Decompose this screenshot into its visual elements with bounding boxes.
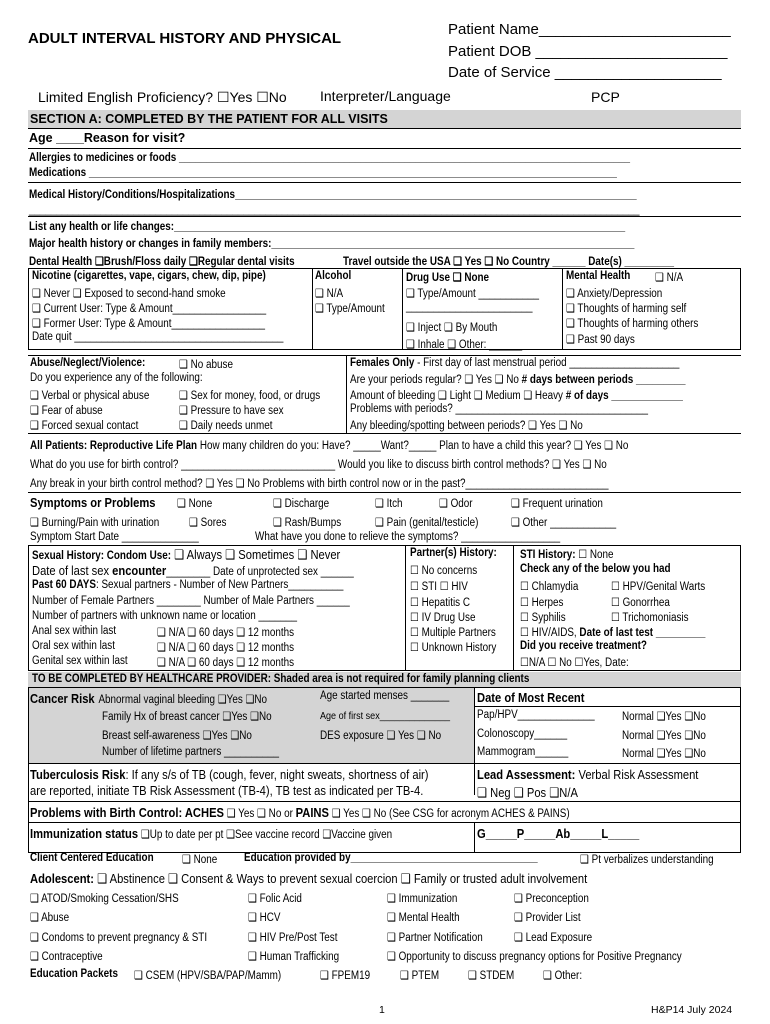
packet-option[interactable]: ❑ FPEM19 — [320, 970, 371, 982]
sti-option[interactable]: ☐ Chlamydia — [520, 581, 579, 593]
hiv-last-test-field[interactable]: ☐ HIV/AIDS, Date of last test _________ — [520, 627, 706, 639]
divider — [28, 182, 741, 183]
abuse-title: Abuse/Neglect/Violence: — [30, 357, 146, 369]
tb-risk-line2: are reported, initiate TB Risk Assessment (TB-4), TB test as indicated per TB-4. — [30, 783, 424, 798]
abuse-option[interactable]: ❑ Daily needs unmet — [179, 420, 273, 432]
edu-option[interactable]: ❑ ATOD/Smoking Cessation/SHS — [30, 893, 179, 905]
partner-option[interactable]: ☐ IV Drug Use — [410, 612, 476, 624]
females-regular-field[interactable]: Are your periods regular? ❑ Yes ❑ No # days between periods _________ — [350, 374, 686, 386]
no-abuse-checkbox[interactable]: ❑ No abuse — [179, 359, 233, 371]
edu-option[interactable]: ❑ Human Trafficking — [248, 951, 340, 963]
mental-na-checkbox[interactable]: ❑ N/A — [655, 272, 684, 284]
pcp-field[interactable]: PCP — [591, 89, 620, 105]
drug-option[interactable]: ❑ Inhale ❑ Other: ______ — [406, 339, 523, 351]
edu-option[interactable]: ❑ Immunization — [387, 893, 458, 905]
alcohol-option[interactable]: ❑ Type/Amount — [315, 303, 385, 315]
lep-question[interactable]: Limited English Proficiency? ☐Yes ☐No — [38, 89, 287, 105]
medical-history-field[interactable]: Medical History/Conditions/Hospitalizations_________________________________________________________________________ — [29, 189, 637, 201]
dental-health[interactable]: Dental Health ❑Brush/Floss daily ❑Regular dental visits — [29, 256, 295, 268]
age-reason-field[interactable]: Age ____Reason for visit? — [29, 131, 186, 145]
sti-option[interactable]: ☐ Syphilis — [520, 612, 566, 624]
patient-name-field[interactable]: Patient Name_______________________ — [448, 21, 731, 38]
nicotine-option[interactable]: ❑ Former User: Type & Amount_________________ — [32, 318, 266, 330]
nicotine-option[interactable]: ❑ Current User: Type & Amount_________________ — [32, 303, 267, 315]
lifetime-partners-field[interactable]: Number of lifetime partners __________ — [102, 746, 280, 758]
genital-sex-options[interactable]: ❑ N/A ❑ 60 days ❑ 12 months — [157, 657, 295, 669]
mental-option[interactable]: ❑ Anxiety/Depression — [566, 288, 663, 300]
mental-option[interactable]: ❑ Thoughts of harming self — [566, 303, 687, 315]
immunization-field[interactable]: Immunization status ❑Up to date per pt ❑See vaccine record ❑Vaccine given — [30, 826, 393, 841]
mental-option[interactable]: ❑ Thoughts of harming others — [566, 318, 699, 330]
drug-use-title[interactable]: Drug Use ❑ None — [406, 272, 490, 284]
packet-option[interactable]: ❑ Other: — [543, 970, 583, 982]
abuse-option[interactable]: ❑ Pressure to have sex — [179, 405, 284, 417]
sti-option[interactable]: ☐ HPV/Genital Warts — [611, 581, 706, 593]
divider — [28, 763, 741, 764]
provider-heading: TO BE COMPLETED BY HEALTHCARE PROVIDER: Shaded area is not required for family planning clients — [32, 673, 530, 685]
abuse-question: Do you experience any of the following: — [30, 372, 203, 384]
partner-history-title: Partner(s) History: — [410, 547, 497, 559]
cancer-option[interactable]: Family Hx of breast cancer ❑Yes ❑No — [102, 711, 272, 723]
edu-option[interactable]: ❑ Mental Health — [387, 912, 460, 924]
edu-option[interactable]: ❑ Folic Acid — [248, 893, 302, 905]
patient-dob-field[interactable]: Patient DOB _______________________ — [448, 43, 728, 60]
symptom-option[interactable]: ❑ Rash/Bumps — [273, 517, 342, 529]
edu-option[interactable]: ❑ Lead Exposure — [514, 932, 593, 944]
divider — [28, 822, 741, 823]
symptom-option[interactable]: ❑ Pain (genital/testicle) — [375, 517, 479, 529]
colonoscopy-field[interactable]: Colonoscopy______ — [477, 728, 568, 740]
sti-option[interactable]: ☐ Gonorrhea — [611, 597, 670, 609]
mental-option[interactable]: ❑ Past 90 days — [566, 334, 635, 346]
divider — [562, 268, 563, 350]
birth-control-field[interactable]: What do you use for birth control? ____________________________ Would you like to discuss birth control methods? ❑ Yes ❑ No — [30, 459, 607, 471]
education-packets-title: Education Packets — [30, 968, 118, 980]
immunization-codes-field[interactable]: G_____P_____Ab_____L_____ — [477, 826, 640, 841]
partner-option[interactable]: ☐ Hepatitis C — [410, 597, 470, 609]
divider — [474, 706, 741, 707]
medications-field[interactable]: Medications ________________________________________________________________________________________________ — [29, 167, 617, 179]
treatment-options[interactable]: ☐N/A ☐ No ☐Yes, Date: — [520, 657, 629, 669]
edu-option[interactable]: ❑ Provider List — [514, 912, 581, 924]
partner-counts-field[interactable]: Number of Female Partners ________ Number of Male Partners ______ — [32, 595, 350, 607]
recent-screenings-title: Date of Most Recent — [477, 690, 585, 705]
partner-option[interactable]: ☐ STI ☐ HIV — [410, 581, 468, 593]
abuse-option[interactable]: ❑ Sex for money, food, or drugs — [179, 390, 321, 402]
mammogram-field[interactable]: Mammogram______ — [477, 746, 569, 758]
divider — [28, 492, 741, 493]
sti-check-label: Check any of the below you had — [520, 563, 671, 575]
symptom-option[interactable]: ❑ Burning/Pain with urination — [30, 517, 160, 529]
females-spotting-field[interactable]: Any bleeding/spotting between periods? ❑ Yes ❑ No — [350, 420, 583, 432]
symptom-relief-field[interactable]: What have you done to relieve the symptoms? __________________ — [255, 531, 561, 543]
divider — [513, 545, 514, 671]
reproductive-plan-field[interactable]: All Patients: Reproductive Life Plan How many children do you: Have? _____Want?_____ Plan to have a child this year? ❑ Yes ❑ No — [30, 440, 629, 452]
divider — [312, 268, 313, 350]
partner-option[interactable]: ☐ Multiple Partners — [410, 627, 496, 639]
mental-health-title: Mental Health — [566, 270, 631, 282]
genital-sex-label: Genital sex within last — [32, 655, 128, 667]
date-of-service-field[interactable]: Date of Service ____________________ — [448, 64, 722, 81]
packet-option[interactable]: ❑ STDEM — [468, 970, 515, 982]
pap-hpv-field[interactable]: Pap/HPV______________ — [477, 709, 595, 721]
edu-option[interactable]: ❑ HCV — [248, 912, 281, 924]
alcohol-title: Alcohol — [315, 270, 352, 282]
cancer-option[interactable]: Breast self-awareness ❑Yes ❑No — [102, 730, 252, 742]
anal-sex-label: Anal sex within last — [32, 625, 117, 637]
abuse-option[interactable]: ❑ Fear of abuse — [30, 405, 103, 417]
anal-sex-options[interactable]: ❑ N/A ❑ 60 days ❑ 12 months — [157, 627, 295, 639]
nicotine-option[interactable]: ❑ Never ❑ Exposed to second-hand smoke — [32, 288, 226, 300]
sti-option[interactable]: ☐ Herpes — [520, 597, 564, 609]
edu-option[interactable]: ❑ Condoms to prevent pregnancy & STI — [30, 932, 208, 944]
form-title: ADULT INTERVAL HISTORY AND PHYSICAL — [28, 30, 342, 47]
divider — [474, 822, 475, 853]
new-partners-field[interactable]: Past 60 DAYS: Sexual partners - Number of New Partners__________ — [32, 579, 344, 591]
alcohol-option[interactable]: ❑ N/A — [315, 288, 344, 300]
family-history-field[interactable]: Major health history or changes in family members:__________________________________________________________________ — [29, 238, 635, 250]
divider — [405, 545, 406, 671]
edu-option[interactable]: ❑ Abuse — [30, 912, 70, 924]
unknown-partners-field[interactable]: Number of partners with unknown name or location _______ — [32, 610, 297, 622]
page-number: 1 — [379, 1004, 385, 1016]
symptom-option[interactable]: ❑ Sores — [189, 517, 227, 529]
education-none-checkbox[interactable]: ❑ None — [182, 854, 218, 866]
divider — [402, 268, 403, 350]
last-sex-encounter-field[interactable]: Date of last sex encounter________ Date of unprotected sex ______ — [32, 563, 354, 578]
partner-option[interactable]: ☐ No concerns — [410, 565, 478, 577]
females-lmp-field[interactable]: Females Only - First day of last menstrual period ____________________ — [350, 357, 680, 369]
sti-option[interactable]: ☐ Trichomoniasis — [611, 612, 689, 624]
condom-use-field[interactable]: Sexual History: Condom Use: ❑ Always ❑ Sometimes ❑ Never — [32, 547, 341, 562]
divider — [28, 148, 741, 149]
des-exposure-field[interactable]: DES exposure ❑ Yes ❑ No — [320, 730, 442, 742]
lead-options[interactable]: ❑ Neg ❑ Pos ❑N/A — [477, 785, 578, 800]
verbalizes-checkbox[interactable]: ❑ Pt verbalizes understanding — [580, 854, 714, 866]
edu-option[interactable]: ❑ Partner Notification — [387, 932, 483, 944]
cancer-risk-field[interactable]: Cancer Risk Abnormal vaginal bleeding ❑Yes ❑No — [30, 691, 268, 706]
edu-option[interactable]: ❑ Contraceptive — [30, 951, 103, 963]
tb-risk-line1: Tuberculosis Risk: If any s/s of TB (cough, fever, night sweats, shortness of air) — [30, 767, 429, 782]
lead-assessment-title: Lead Assessment: Verbal Risk Assessment — [477, 767, 699, 782]
health-changes-field[interactable]: List any health or life changes:__________________________________________________________________________________ — [29, 221, 626, 233]
symptom-option[interactable]: ❑ Frequent urination — [511, 498, 603, 510]
colonoscopy-normal-options[interactable]: Normal ❑Yes ❑No — [622, 730, 706, 742]
divider — [28, 801, 741, 802]
nicotine-date-quit[interactable]: Date quit ______________________________________ — [32, 331, 284, 343]
symptom-start-date-field[interactable]: Symptom Start Date ______________ — [30, 531, 199, 543]
divider — [28, 216, 741, 217]
symptom-option[interactable]: ❑ Discharge — [273, 498, 330, 510]
pap-normal-options[interactable]: Normal ❑Yes ❑No — [622, 711, 706, 723]
interpreter-language-field[interactable]: Interpreter/Language — [320, 88, 451, 104]
edu-option[interactable]: ❑ HIV Pre/Post Test — [248, 932, 338, 944]
partner-option[interactable]: ☐ Unknown History — [410, 642, 497, 654]
abuse-option[interactable]: ❑ Forced sexual contact — [30, 420, 139, 432]
drug-line[interactable]: _______________________ — [406, 301, 533, 313]
adolescent-field[interactable]: Adolescent: ❑ Abstinence ❑ Consent & Ways to prevent sexual coercion ❑ Family or trusted adult involvement — [30, 871, 588, 886]
symptoms-title: Symptoms or Problems — [30, 495, 156, 510]
travel-field[interactable]: Travel outside the USA ❑ Yes ❑ No Country ______ Date(s) _________ — [343, 256, 675, 268]
menses-field[interactable]: Age started menses _______ — [320, 690, 450, 702]
oral-sex-options[interactable]: ❑ N/A ❑ 60 days ❑ 12 months — [157, 642, 295, 654]
divider — [28, 128, 741, 129]
aches-pains-field[interactable]: Problems with Birth Control: ACHES ❑ Yes ❑ No or PAINS ❑ Yes ❑ No (See CSG for acronym ACHES & PAINS) — [30, 805, 570, 820]
section-a-heading: SECTION A: COMPLETED BY THE PATIENT FOR ALL VISITS — [30, 112, 388, 126]
divider — [474, 687, 475, 795]
abuse-option[interactable]: ❑ Verbal or physical abuse — [30, 390, 150, 402]
divider — [346, 355, 347, 433]
divider — [28, 355, 741, 356]
education-provided-by-field[interactable]: Education provided by__________________________________ — [244, 852, 538, 864]
divider — [28, 433, 741, 434]
oral-sex-label: Oral sex within last — [32, 640, 116, 652]
females-problems-field[interactable]: Problems with periods? ___________________________________ — [350, 403, 649, 415]
symptom-option[interactable]: ❑ None — [177, 498, 213, 510]
packet-option[interactable]: ❑ CSEM (HPV/SBA/PAP/Mamm) — [134, 970, 282, 982]
symptom-option[interactable]: ❑ Other ____________ — [511, 517, 617, 529]
edu-option[interactable]: ❑ Opportunity to discuss pregnancy options for Positive Pregnancy — [387, 951, 682, 963]
females-bleeding-field[interactable]: Amount of bleeding ❑ Light ❑ Medium ❑ Heavy # of days _____________ — [350, 390, 683, 402]
form-id: H&P14 July 2024 — [651, 1004, 733, 1016]
packet-option[interactable]: ❑ PTEM — [400, 970, 440, 982]
drug-option[interactable]: ❑ Type/Amount ___________ — [406, 288, 539, 300]
first-sex-field[interactable]: Age of first sex______________ — [320, 710, 451, 722]
drug-option[interactable]: ❑ Inject ❑ By Mouth — [406, 322, 498, 334]
birth-control-break-field[interactable]: Any break in your birth control method? ❑ Yes ❑ No Problems with birth control now or in the past?__________________________ — [30, 478, 609, 490]
mammogram-normal-options[interactable]: Normal ❑Yes ❑No — [622, 748, 706, 760]
sti-history-field[interactable]: STI History: ☐ None — [520, 549, 614, 561]
nicotine-title: Nicotine (cigarettes, vape, cigars, chew, dip, pipe) — [32, 270, 266, 282]
client-education-title: Client Centered Education — [30, 852, 154, 864]
edu-option[interactable]: ❑ Preconception — [514, 893, 589, 905]
allergies-field[interactable]: Allergies to medicines or foods __________________________________________________________________________________ — [29, 152, 631, 164]
symptom-option[interactable]: ❑ Odor — [439, 498, 473, 510]
medical-history-line[interactable]: _______________________________________________________________________________________________________________ — [29, 204, 640, 216]
treatment-question: Did you receive treatment? — [520, 640, 647, 652]
symptom-option[interactable]: ❑ Itch — [375, 498, 403, 510]
